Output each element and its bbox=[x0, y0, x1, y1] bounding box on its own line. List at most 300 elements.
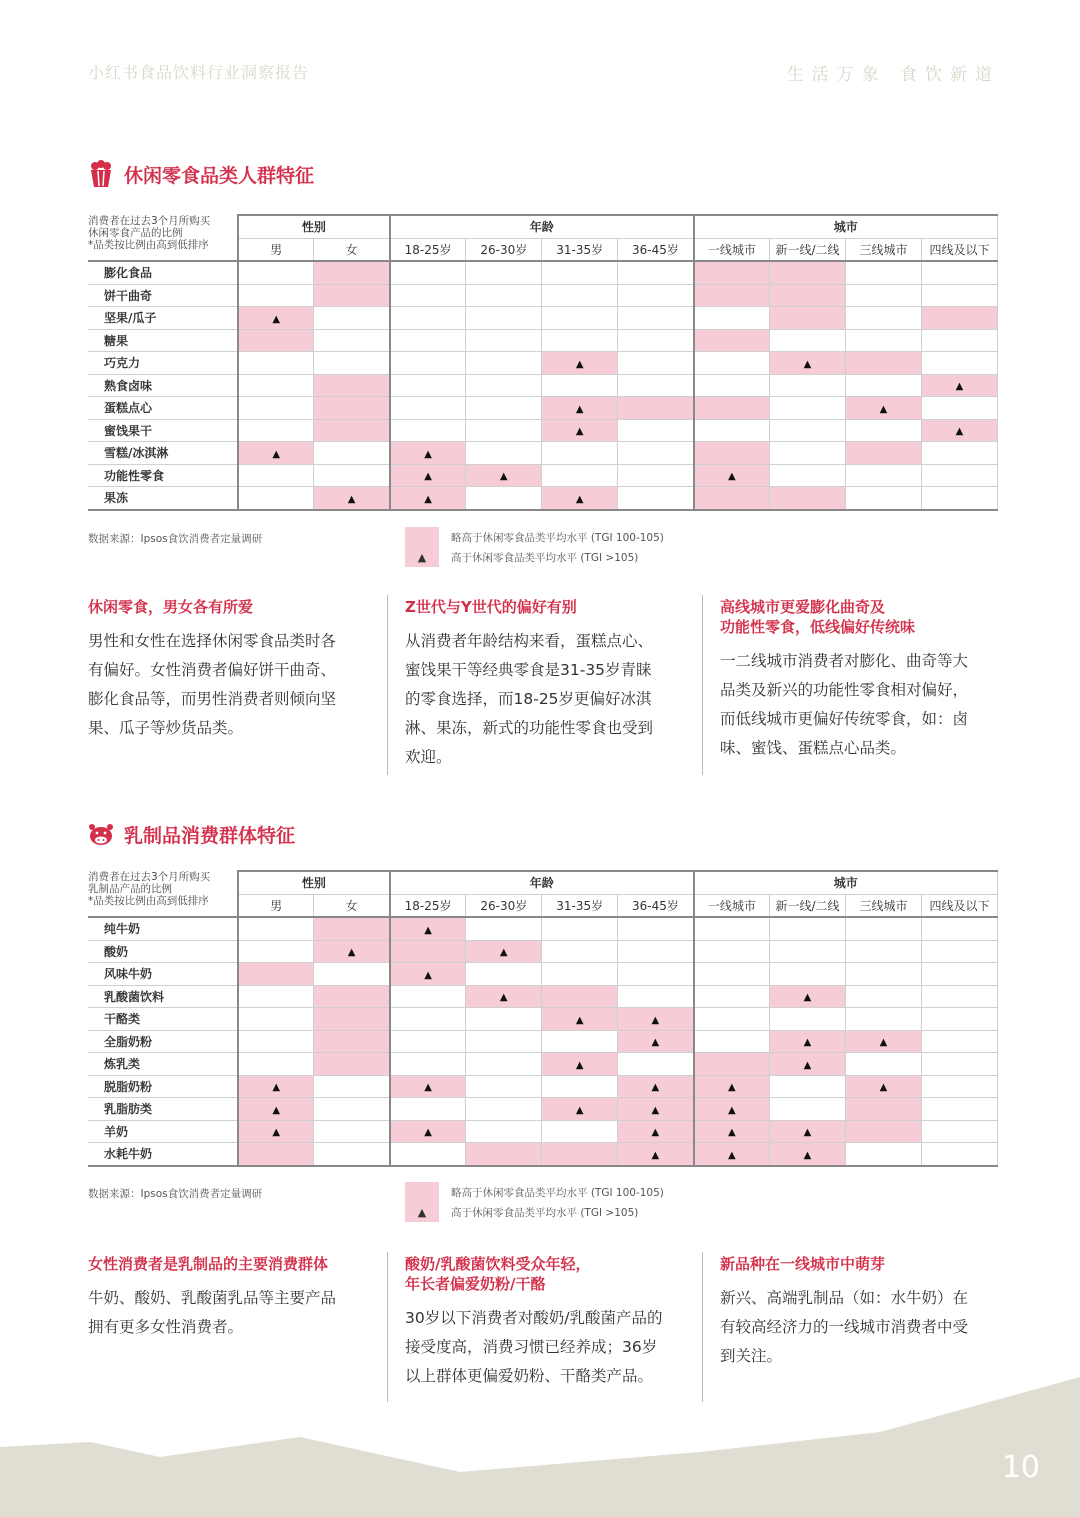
cell-empty bbox=[314, 442, 390, 465]
cell-high bbox=[390, 917, 466, 940]
legend-triangle-swatch bbox=[405, 1202, 439, 1222]
insight-column bbox=[720, 1254, 1000, 1371]
cell-slightly-high bbox=[314, 985, 390, 1008]
cell-empty bbox=[921, 464, 997, 487]
data-source: 数据来源：Ipsos食饮消费者定量调研 bbox=[88, 533, 263, 545]
table-row bbox=[88, 1120, 998, 1143]
cell-empty bbox=[846, 284, 922, 307]
report-slogan: 生活万象 食饮新道 bbox=[786, 65, 1000, 85]
cell-slightly-high bbox=[314, 419, 390, 442]
insight-body: 男性和女性在选择休闲零食品类时各 有偏好。女性消费者偏好饼干曲奇、 膨化食品等，而男性消费者则倾向坚 果、瓜子等炒货品类。 bbox=[88, 632, 337, 737]
cell-slightly-high bbox=[846, 1120, 922, 1143]
triangle-icon: ▲ bbox=[575, 1014, 584, 1026]
column-header: 18-25岁 bbox=[390, 238, 466, 261]
table-row bbox=[88, 307, 998, 330]
cell-empty bbox=[770, 940, 846, 963]
legend-pink-swatch bbox=[405, 527, 439, 547]
group-header-city: 城市 bbox=[694, 215, 998, 238]
cell-empty bbox=[921, 487, 997, 510]
cell-high bbox=[238, 307, 314, 330]
insight-column bbox=[405, 1254, 685, 1391]
group-header-age: 年龄 bbox=[390, 215, 694, 238]
cell-empty bbox=[542, 442, 618, 465]
cell-empty bbox=[390, 261, 466, 284]
cell-high bbox=[770, 1120, 846, 1143]
cell-high bbox=[542, 1008, 618, 1031]
cell-high bbox=[390, 442, 466, 465]
table-row bbox=[88, 1030, 998, 1053]
triangle-icon: ▲ bbox=[651, 1149, 660, 1161]
cell-empty bbox=[390, 307, 466, 330]
cell-empty bbox=[314, 1120, 390, 1143]
row-label: 羊奶 bbox=[88, 1120, 238, 1143]
cell-high bbox=[846, 397, 922, 420]
triangle-icon: ▲ bbox=[272, 1104, 281, 1116]
cell-high bbox=[921, 419, 997, 442]
cell-empty bbox=[921, 1143, 997, 1166]
cell-empty bbox=[618, 442, 694, 465]
table-corner-note: 消费者在过去3个月所购买 乳制品产品的比例 *品类按比例由高到低排序 bbox=[88, 871, 211, 907]
column-header: 26-30岁 bbox=[466, 238, 542, 261]
cell-empty bbox=[694, 1030, 770, 1053]
cell-high bbox=[770, 1053, 846, 1076]
cell-empty bbox=[542, 963, 618, 986]
cell-slightly-high bbox=[694, 329, 770, 352]
cell-empty bbox=[466, 917, 542, 940]
triangle-icon: ▲ bbox=[575, 1104, 584, 1116]
data-source: 数据来源：Ipsos食饮消费者定量调研 bbox=[88, 1188, 263, 1200]
triangle-icon: ▲ bbox=[879, 403, 888, 415]
dairy-table bbox=[88, 870, 998, 1167]
table-row bbox=[88, 1143, 998, 1166]
cell-empty bbox=[921, 940, 997, 963]
cell-slightly-high bbox=[921, 307, 997, 330]
cell-slightly-high bbox=[846, 442, 922, 465]
cell-high bbox=[466, 464, 542, 487]
cell-empty bbox=[390, 329, 466, 352]
cell-high bbox=[238, 442, 314, 465]
triangle-icon: ▲ bbox=[424, 448, 432, 460]
legend-triangle-swatch bbox=[405, 547, 439, 567]
cell-empty bbox=[921, 1030, 997, 1053]
cell-slightly-high bbox=[314, 1053, 390, 1076]
cell-empty bbox=[846, 963, 922, 986]
cell-slightly-high bbox=[846, 352, 922, 375]
cell-empty bbox=[466, 1075, 542, 1098]
insight-column bbox=[88, 1254, 368, 1342]
cell-high bbox=[542, 352, 618, 375]
cell-empty bbox=[466, 963, 542, 986]
cell-empty bbox=[466, 261, 542, 284]
cell-empty bbox=[314, 307, 390, 330]
cell-empty bbox=[770, 1075, 846, 1098]
cell-empty bbox=[314, 329, 390, 352]
triangle-icon: ▲ bbox=[803, 1127, 812, 1139]
triangle-icon: ▲ bbox=[347, 493, 356, 505]
cell-high bbox=[694, 1098, 770, 1121]
cell-empty bbox=[238, 1008, 314, 1031]
column-header: 新一线/二线 bbox=[770, 238, 846, 261]
cell-high bbox=[694, 1075, 770, 1098]
triangle-icon: ▲ bbox=[424, 471, 432, 483]
table-row bbox=[88, 329, 998, 352]
cell-empty bbox=[542, 284, 618, 307]
table-corner-note: 消费者在过去3个月所购买 休闲零食产品的比例 *品类按比例由高到低排序 bbox=[88, 215, 211, 251]
section2-title bbox=[88, 820, 295, 848]
cell-empty bbox=[238, 1053, 314, 1076]
popcorn-icon bbox=[88, 160, 114, 188]
cell-empty bbox=[238, 487, 314, 510]
cell-slightly-high bbox=[618, 397, 694, 420]
cell-empty bbox=[694, 307, 770, 330]
cell-empty bbox=[466, 1008, 542, 1031]
cell-empty bbox=[618, 940, 694, 963]
column-header: 四线及以下 bbox=[921, 894, 997, 917]
triangle-icon: ▲ bbox=[727, 471, 736, 483]
column-header: 男 bbox=[238, 894, 314, 917]
cell-empty bbox=[770, 442, 846, 465]
triangle-icon: ▲ bbox=[575, 426, 584, 438]
cell-empty bbox=[542, 917, 618, 940]
cell-high bbox=[314, 487, 390, 510]
page-number: 10 bbox=[1001, 1450, 1040, 1485]
cell-high bbox=[390, 963, 466, 986]
row-label: 脱脂奶粉 bbox=[88, 1075, 238, 1098]
row-label: 雪糕/冰淇淋 bbox=[88, 442, 238, 465]
insight-body: 30岁以下消费者对酸奶/乳酸菌产品的 接受度高，消费习惯已经养成；36岁 以上群体更偏爱奶粉、干酪类产品。 bbox=[405, 1309, 663, 1385]
cell-empty bbox=[238, 374, 314, 397]
cell-empty bbox=[846, 487, 922, 510]
column-header: 一线城市 bbox=[694, 238, 770, 261]
table-row bbox=[88, 261, 998, 284]
cell-empty bbox=[921, 1075, 997, 1098]
column-header: 36-45岁 bbox=[618, 238, 694, 261]
cell-slightly-high bbox=[238, 1143, 314, 1166]
cell-slightly-high bbox=[542, 985, 618, 1008]
triangle-icon: ▲ bbox=[417, 550, 427, 564]
cell-slightly-high bbox=[314, 1030, 390, 1053]
cell-high bbox=[542, 419, 618, 442]
cell-empty bbox=[770, 963, 846, 986]
table-row bbox=[88, 1075, 998, 1098]
triangle-icon: ▲ bbox=[803, 1037, 812, 1049]
cell-empty bbox=[921, 397, 997, 420]
cell-slightly-high bbox=[314, 261, 390, 284]
cell-empty bbox=[921, 261, 997, 284]
triangle-icon: ▲ bbox=[272, 448, 281, 460]
column-header: 男 bbox=[238, 238, 314, 261]
cell-empty bbox=[466, 307, 542, 330]
triangle-icon: ▲ bbox=[879, 1082, 888, 1094]
legend-pink-swatch bbox=[405, 1182, 439, 1202]
triangle-icon: ▲ bbox=[575, 1059, 584, 1071]
row-label: 乳酸菌饮料 bbox=[88, 985, 238, 1008]
cell-empty bbox=[466, 374, 542, 397]
cell-slightly-high bbox=[466, 1143, 542, 1166]
cell-high bbox=[770, 1030, 846, 1053]
triangle-icon: ▲ bbox=[424, 1082, 432, 1094]
cell-slightly-high bbox=[314, 284, 390, 307]
cell-high bbox=[770, 1143, 846, 1166]
cell-slightly-high bbox=[390, 940, 466, 963]
cell-empty bbox=[618, 917, 694, 940]
triangle-icon: ▲ bbox=[727, 1104, 736, 1116]
triangle-icon: ▲ bbox=[424, 493, 432, 505]
legend-text-slightly-higher: 略高于休闲零食品类平均水平 (TGI 100-105) bbox=[451, 1186, 664, 1199]
triangle-icon: ▲ bbox=[651, 1014, 660, 1026]
cell-empty bbox=[466, 487, 542, 510]
group-header-gender: 性别 bbox=[238, 215, 390, 238]
row-label: 酸奶 bbox=[88, 940, 238, 963]
cell-empty bbox=[390, 374, 466, 397]
cell-high bbox=[921, 374, 997, 397]
row-label: 膨化食品 bbox=[88, 261, 238, 284]
cell-high bbox=[846, 1075, 922, 1098]
cell-empty bbox=[542, 329, 618, 352]
cell-empty bbox=[466, 1120, 542, 1143]
cell-empty bbox=[390, 1030, 466, 1053]
insight-title: 高线城市更爱膨化曲奇及 功能性零食，低线偏好传统味 bbox=[720, 598, 916, 636]
cell-empty bbox=[618, 419, 694, 442]
cell-slightly-high bbox=[770, 284, 846, 307]
cell-empty bbox=[846, 329, 922, 352]
cell-high bbox=[694, 464, 770, 487]
cell-empty bbox=[390, 397, 466, 420]
cell-empty bbox=[466, 1098, 542, 1121]
cell-empty bbox=[618, 963, 694, 986]
cell-high bbox=[238, 1075, 314, 1098]
table-row bbox=[88, 374, 998, 397]
dairy-grid bbox=[88, 870, 998, 1167]
column-header: 新一线/二线 bbox=[770, 894, 846, 917]
cell-high bbox=[542, 397, 618, 420]
cell-high bbox=[238, 1098, 314, 1121]
insight-title: 酸奶/乳酸菌饮料受众年轻， 年长者偏爱奶粉/干酪 bbox=[405, 1255, 591, 1293]
cell-empty bbox=[238, 352, 314, 375]
cell-empty bbox=[770, 397, 846, 420]
cell-empty bbox=[390, 284, 466, 307]
snack-grid bbox=[88, 214, 998, 511]
cell-empty bbox=[390, 1008, 466, 1031]
cell-high bbox=[618, 1008, 694, 1031]
cell-empty bbox=[238, 284, 314, 307]
cell-slightly-high bbox=[314, 397, 390, 420]
column-header: 女 bbox=[314, 894, 390, 917]
cell-empty bbox=[694, 419, 770, 442]
triangle-icon: ▲ bbox=[879, 1037, 888, 1049]
cell-empty bbox=[542, 374, 618, 397]
table-row bbox=[88, 284, 998, 307]
cell-empty bbox=[770, 329, 846, 352]
table-row bbox=[88, 352, 998, 375]
snack-table bbox=[88, 214, 998, 511]
triangle-icon: ▲ bbox=[424, 1127, 432, 1139]
insight-title: Z世代与Y世代的偏好有别 bbox=[405, 598, 577, 616]
cell-empty bbox=[694, 985, 770, 1008]
cell-empty bbox=[846, 1008, 922, 1031]
table-row bbox=[88, 487, 998, 510]
triangle-icon: ▲ bbox=[347, 947, 356, 959]
insight-body: 一二线城市消费者对膨化、曲奇等大 品类及新兴的功能性零食相对偏好， 而低线城市更偏好传统零食，如：卤 味、蜜饯、蛋糕点心品类。 bbox=[720, 652, 969, 757]
group-header-city: 城市 bbox=[694, 871, 998, 894]
cell-slightly-high bbox=[694, 397, 770, 420]
cell-empty bbox=[618, 374, 694, 397]
triangle-icon: ▲ bbox=[651, 1104, 660, 1116]
insight-body: 新兴、高端乳制品（如：水牛奶）在 有较高经济力的一线城市消费者中受 到关注。 bbox=[720, 1289, 969, 1365]
triangle-icon: ▲ bbox=[272, 1127, 281, 1139]
cell-empty bbox=[238, 940, 314, 963]
column-header: 36-45岁 bbox=[618, 894, 694, 917]
cell-empty bbox=[770, 1098, 846, 1121]
table-row bbox=[88, 1098, 998, 1121]
cell-slightly-high bbox=[238, 963, 314, 986]
cell-empty bbox=[542, 1120, 618, 1143]
table-row bbox=[88, 940, 998, 963]
row-label: 蜜饯果干 bbox=[88, 419, 238, 442]
cell-high bbox=[390, 1075, 466, 1098]
report-title: 小红书食品饮料行业洞察报告 bbox=[88, 63, 310, 82]
cell-slightly-high bbox=[694, 487, 770, 510]
row-label: 炼乳类 bbox=[88, 1053, 238, 1076]
section1-heading: 休闲零食品类人群特征 bbox=[124, 164, 315, 187]
cell-high bbox=[542, 1098, 618, 1121]
cell-empty bbox=[921, 352, 997, 375]
cell-high bbox=[390, 487, 466, 510]
cell-slightly-high bbox=[542, 1143, 618, 1166]
insight-column bbox=[88, 597, 368, 743]
triangle-icon: ▲ bbox=[651, 1127, 660, 1139]
cell-empty bbox=[238, 419, 314, 442]
cell-empty bbox=[466, 329, 542, 352]
cell-slightly-high bbox=[770, 487, 846, 510]
cell-slightly-high bbox=[846, 1098, 922, 1121]
cell-empty bbox=[921, 963, 997, 986]
insight-body: 牛奶、酸奶、乳酸菌乳品等主要产品 拥有更多女性消费者。 bbox=[88, 1289, 337, 1336]
footer-decoration bbox=[0, 1377, 1080, 1517]
section1-title bbox=[88, 160, 314, 188]
row-label: 功能性零食 bbox=[88, 464, 238, 487]
column-header: 26-30岁 bbox=[466, 894, 542, 917]
column-header: 31-35岁 bbox=[542, 894, 618, 917]
cell-empty bbox=[466, 397, 542, 420]
cell-empty bbox=[694, 1008, 770, 1031]
triangle-icon: ▲ bbox=[575, 493, 584, 505]
cell-slightly-high bbox=[314, 917, 390, 940]
cell-empty bbox=[466, 442, 542, 465]
cell-high bbox=[618, 1030, 694, 1053]
cell-empty bbox=[618, 1053, 694, 1076]
cell-high bbox=[694, 1120, 770, 1143]
table-row bbox=[88, 397, 998, 420]
cell-empty bbox=[921, 985, 997, 1008]
cell-empty bbox=[770, 374, 846, 397]
triangle-icon: ▲ bbox=[803, 358, 812, 370]
cell-empty bbox=[921, 1008, 997, 1031]
row-label: 水耗牛奶 bbox=[88, 1143, 238, 1166]
cell-empty bbox=[921, 1098, 997, 1121]
cell-empty bbox=[618, 985, 694, 1008]
table-row bbox=[88, 917, 998, 940]
row-label: 巧克力 bbox=[88, 352, 238, 375]
triangle-icon: ▲ bbox=[575, 403, 584, 415]
cell-high bbox=[770, 985, 846, 1008]
cell-empty bbox=[846, 307, 922, 330]
legend-text-slightly-higher: 略高于休闲零食品类平均水平 (TGI 100-105) bbox=[451, 531, 664, 544]
cell-slightly-high bbox=[694, 442, 770, 465]
cell-empty bbox=[390, 1098, 466, 1121]
cell-slightly-high bbox=[694, 1053, 770, 1076]
cell-empty bbox=[846, 1143, 922, 1166]
triangle-icon: ▲ bbox=[499, 992, 508, 1004]
column-header: 一线城市 bbox=[694, 894, 770, 917]
cell-empty bbox=[314, 1098, 390, 1121]
triangle-icon: ▲ bbox=[803, 1059, 812, 1071]
cell-high bbox=[618, 1120, 694, 1143]
cell-slightly-high bbox=[314, 1008, 390, 1031]
cell-empty bbox=[921, 1053, 997, 1076]
cell-empty bbox=[238, 464, 314, 487]
cell-empty bbox=[390, 985, 466, 1008]
cell-high bbox=[466, 985, 542, 1008]
triangle-icon: ▲ bbox=[424, 969, 432, 981]
section2-heading: 乳制品消费群体特征 bbox=[124, 824, 296, 847]
cell-empty bbox=[618, 284, 694, 307]
cell-empty bbox=[238, 397, 314, 420]
cell-empty bbox=[542, 1075, 618, 1098]
cell-empty bbox=[618, 329, 694, 352]
insight-title: 女性消费者是乳制品的主要消费群体 bbox=[88, 1255, 329, 1273]
row-label: 全脂奶粉 bbox=[88, 1030, 238, 1053]
cell-empty bbox=[846, 261, 922, 284]
cell-empty bbox=[846, 917, 922, 940]
cell-empty bbox=[390, 1053, 466, 1076]
cell-empty bbox=[314, 1075, 390, 1098]
cell-high bbox=[694, 1143, 770, 1166]
cell-empty bbox=[694, 352, 770, 375]
cell-slightly-high bbox=[770, 307, 846, 330]
triangle-icon: ▲ bbox=[424, 924, 432, 936]
cell-slightly-high bbox=[314, 374, 390, 397]
triangle-icon: ▲ bbox=[955, 381, 964, 393]
row-label: 纯牛奶 bbox=[88, 917, 238, 940]
legend-text-higher: 高于休闲零食品类平均水平 (TGI >105) bbox=[451, 1206, 639, 1219]
triangle-icon: ▲ bbox=[651, 1082, 660, 1094]
cell-empty bbox=[770, 917, 846, 940]
cell-empty bbox=[618, 487, 694, 510]
cell-empty bbox=[921, 1120, 997, 1143]
triangle-icon: ▲ bbox=[499, 947, 508, 959]
legend-text-higher: 高于休闲零食品类平均水平 (TGI >105) bbox=[451, 551, 639, 564]
row-label: 饼干曲奇 bbox=[88, 284, 238, 307]
triangle-icon: ▲ bbox=[803, 1149, 812, 1161]
column-divider bbox=[387, 595, 388, 775]
cell-empty bbox=[618, 352, 694, 375]
cell-slightly-high bbox=[694, 284, 770, 307]
row-label: 坚果/瓜子 bbox=[88, 307, 238, 330]
insight-body: 从消费者年龄结构来看，蛋糕点心、 蜜饯果干等经典零食是31-35岁青睐 的零食选择，而18-25岁更偏好冰淇 淋、果冻，新式的功能性零食也受到 欢迎。 bbox=[405, 632, 654, 766]
row-label: 乳脂肪类 bbox=[88, 1098, 238, 1121]
triangle-icon: ▲ bbox=[955, 426, 964, 438]
cell-empty bbox=[238, 917, 314, 940]
cell-empty bbox=[694, 963, 770, 986]
row-label: 风味牛奶 bbox=[88, 963, 238, 986]
cell-empty bbox=[314, 352, 390, 375]
cell-slightly-high bbox=[770, 261, 846, 284]
triangle-icon: ▲ bbox=[727, 1127, 736, 1139]
table-row bbox=[88, 442, 998, 465]
row-label: 蛋糕点心 bbox=[88, 397, 238, 420]
cell-high bbox=[238, 1120, 314, 1143]
